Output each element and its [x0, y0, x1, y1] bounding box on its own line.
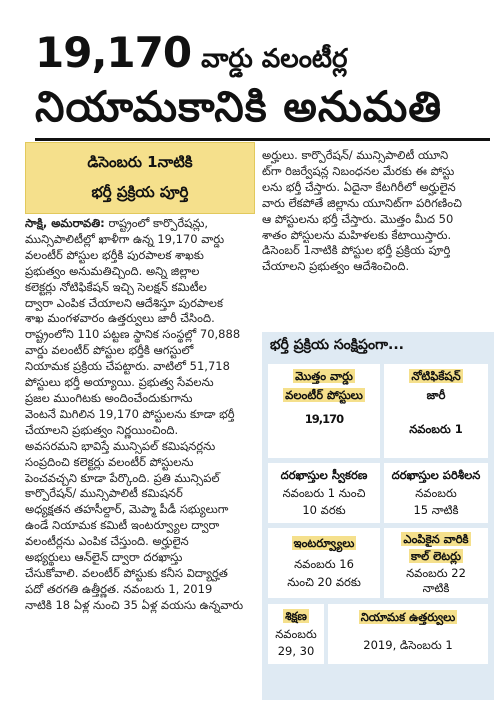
notification-cell [384, 364, 488, 458]
article-line: లను భర్తీ చేస్తారు. ఏదైనా కేటగిరీలో అర్హులైన [262, 179, 456, 194]
training-value-1: నవంబరు [275, 627, 317, 641]
call-letters-label-2 [384, 549, 488, 566]
article-line: చేసుకోవాలి. వలంటీర్ పోస్టుకు కనీస విద్యార్హత [25, 565, 228, 580]
article-line: వారు లేకపోతే జిల్లాను యూనిట్‌గా పరిగణించి [262, 195, 462, 210]
total-posts-value: 19,170 [304, 412, 344, 426]
interviews-value-2: నుంచి 20 వరకు [287, 575, 361, 589]
notification-label-1 [384, 369, 488, 386]
info-box-title: భర్తీ ప్రక్రియ సంక్షిప్తంగా... [270, 337, 404, 353]
article-line: వెంటనే మిగిలిన 19,170 పోస్టులను కూడా భర్తీ [25, 406, 235, 421]
article-line: ఆ పోస్టులను భర్తీ చేస్తారు. మొత్తం మీద 50 [262, 211, 454, 226]
interviews-label [268, 536, 380, 553]
article-line: పదో తరగతి ఉత్తీర్ణత. నవంబరు 1, 2019 [25, 581, 213, 596]
article-line: చేయాలని ప్రభుత్వం ఆదేశించింది. [262, 259, 410, 274]
article-line: అధ్యక్షతన తహసీల్దార్, మెప్మా పీడీ సభ్యులుగా [25, 502, 229, 517]
article-line: ఉండే నియామక కమిటీ ఇంటర్వ్యూల ద్వారా [25, 518, 220, 533]
headline-number: 19,170 [35, 28, 192, 77]
article-line: అభ్యర్థులు ఆన్‌లైన్ ద్వారా దరఖాస్తు [25, 550, 183, 565]
headline-top [35, 28, 347, 80]
article-line: వార్డు వలంటీర్ పోస్టుల భర్తీకి ఆగస్టులో [25, 343, 194, 358]
appointment-orders-label-text: నియామక ఉత్తర్వులు [360, 610, 456, 624]
article-column-right [262, 148, 494, 275]
subhead-box [25, 142, 255, 214]
training-cell [268, 604, 324, 664]
info-box [262, 332, 494, 700]
total-posts-label-1-text: మొత్తం వార్డు [295, 369, 353, 383]
total-posts-label-2 [268, 388, 380, 405]
appointment-orders-label [328, 610, 488, 627]
article-line: ప్రభుత్వం అనుమతిచ్చింది. అన్ని జిల్లాల [25, 263, 200, 278]
interviews-value-1: నవంబరు 16 [294, 557, 354, 571]
article-line: వలంటీర్లను ఎంపిక చేస్తుంది. అర్హులైన [25, 534, 189, 549]
application-receipt-value-2: 10 వరకు [302, 503, 346, 517]
training-label-text: శిక్షణ [285, 609, 307, 623]
subhead-line-2: భర్తీ ప్రక్రియ పూర్తి [91, 183, 189, 201]
article-line: అవసరమని భావిస్తే మున్సిపల్ కమిషనర్లను [25, 438, 216, 453]
article-line: రాష్ట్రంలో కార్పొరేషన్లు, [108, 216, 209, 230]
article-line: ట్‌గా రిజర్వేషన్ల నిబంధనల మేరకు ఈ పోస్టు [262, 163, 455, 178]
notification-label-2: జారీ [426, 388, 446, 402]
interviews-label-text: ఇంటర్వ్యూలు [293, 536, 355, 550]
article-line: డిసెంబర్ 1నాటికి పోస్టుల భర్తీ ప్రక్రియ పూర్తి [262, 243, 451, 258]
article-line: నాటికి 18 ఏళ్ల నుంచి 35 ఏళ్ల వయసు ఉన్నవారు [25, 597, 244, 612]
article-line: రాష్ట్రంలోని 110 పట్టణ స్థానిక సంస్థల్లో 70,888 [25, 327, 241, 342]
notification-label-1-text: నోటిఫికేషన్ [411, 369, 461, 383]
article-line: పోస్టులు భర్తీ అయ్యాయి. ప్రభుత్వ సేవలను [25, 375, 214, 390]
appointment-orders-cell [328, 604, 488, 664]
article-line: ప్రజల ముంగిటకు అందించేందుకుగాను [25, 390, 193, 405]
call-letters-label-1-text: ఎంపికైన వారికి [403, 532, 469, 546]
article-column-left [25, 216, 252, 614]
article-dateline: సాక్షి, అమరావతి: [25, 216, 105, 230]
application-scrutiny-cell [384, 463, 488, 523]
headline-main: నియామకానికి అనుమతి [35, 82, 443, 131]
total-posts-label-2-text: వలంటీర్ పోస్టులు [285, 388, 363, 402]
article-line: శాఖ మంగళవారం ఉత్తర్వులు జారీ చేసింది. [25, 311, 215, 326]
total-posts-cell [268, 364, 380, 458]
article-line: వలంటీర్ పోస్టుల భర్తీకి పురపాలక శాఖకు [25, 247, 204, 262]
headline-rule [35, 138, 490, 141]
notification-value: నవంబరు 1 [409, 422, 463, 436]
call-letters-label-1 [384, 532, 488, 549]
article-line: ద్వారా ఎంపిక చేయాలని ఆదేశిస్తూ పురపాలక [25, 295, 223, 310]
article-first-line [25, 216, 252, 232]
article-line: పెంచవచ్చని కూడా పేర్కొంది. ప్రతి మున్సిపల్ [25, 470, 220, 485]
application-receipt-label: దరఖాస్తుల స్వీకరణ [280, 468, 368, 482]
call-letters-cell [384, 528, 488, 598]
article-line: చేయాలని ప్రభుత్వం నిర్ణయించింది. [25, 422, 179, 437]
article-line: సంప్రదించి కలెక్టర్లు వలంటీర్ పోస్టులను [25, 454, 194, 469]
article-line: కలెక్టర్లు నోటిఫికేషన్ ఇచ్చి సెలక్షన్ కమిటీల [25, 279, 207, 294]
application-scrutiny-label: దరఖాస్తుల పరిశీలన [391, 468, 481, 482]
article-line: కార్పొరేషన్/ మున్సిపాలిటీ కమిషనర్ [25, 486, 183, 501]
article-line: శాతం పోస్టులను మహిళలకు కేటాయిస్తారు. [262, 227, 452, 242]
call-letters-value-2: నాటికి [422, 581, 450, 595]
training-value-2: 29, 30 [277, 644, 315, 658]
headline-subtitle: వార్డు వలంటీర్ల [201, 44, 348, 74]
application-scrutiny-value-1: నవంబరు [415, 486, 457, 500]
application-scrutiny-value-2: 15 నాటికి [413, 503, 459, 517]
application-receipt-cell [268, 463, 380, 523]
appointment-orders-value: 2019, డిసెంబరు 1 [363, 638, 453, 652]
article-line: అర్హులు. కార్పొరేషన్/ మున్సిపాలిటీ యూని [262, 148, 449, 162]
total-posts-label-1 [268, 369, 380, 386]
application-receipt-value-1: నవంబరు 1 నుంచి [282, 486, 366, 500]
article-line: నియామక ప్రక్రియ చేపట్టారు. వాటిలో 51,718 [25, 359, 230, 374]
subhead-line-1: డిసెంబరు 1నాటికి [87, 153, 193, 171]
article-line: మున్సిపాలిటీల్లో ఖాళీగా ఉన్న 19,170 వార్డు [25, 231, 225, 246]
training-label [268, 609, 324, 626]
interviews-cell [268, 528, 380, 598]
call-letters-value-1: నవంబరు 22 [406, 566, 466, 580]
call-letters-label-2-text: కాల్ లెటర్లు [411, 549, 461, 563]
